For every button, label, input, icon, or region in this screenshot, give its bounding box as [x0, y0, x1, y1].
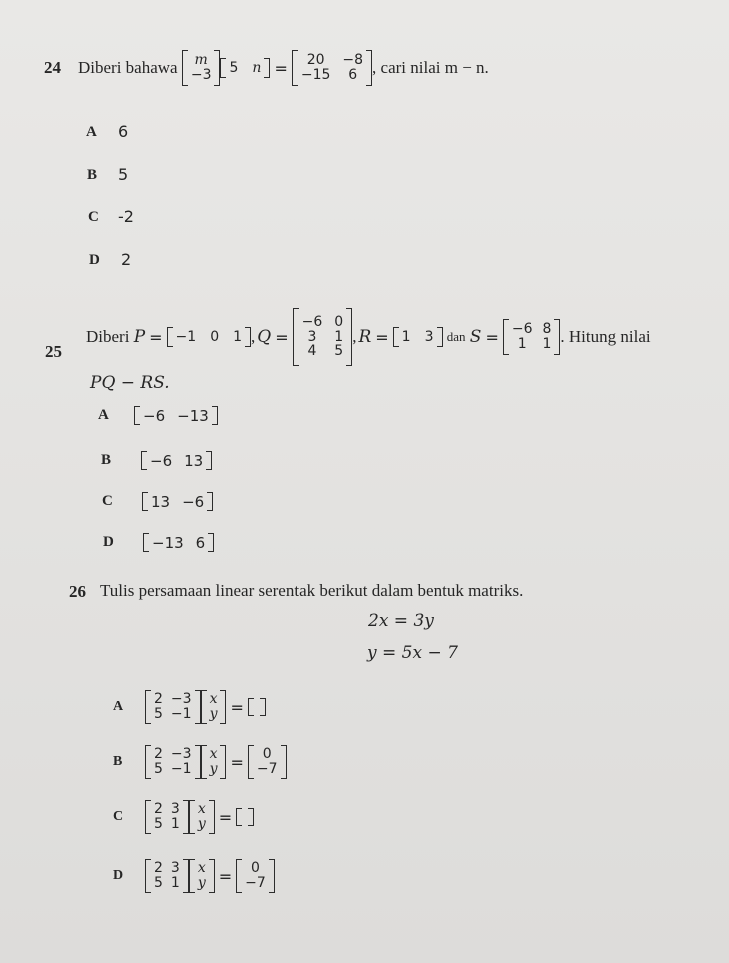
- result-matrix: 20 −8 −15 6: [292, 50, 372, 86]
- option-a[interactable]: A −6 −13: [98, 406, 218, 425]
- question-stem: Diberi P = −1 0 1 , Q = −6 0 3 1 4 5 , R = 1 3 dan S = −6 8 1 1 . Hitung nilai: [86, 306, 651, 368]
- option-a[interactable]: A 2 −3 5 −1 x y =: [113, 690, 266, 724]
- stem-prefix: Diberi bahawa: [78, 58, 178, 77]
- question-stem: Tulis persamaan linear serentak berikut dalam bentuk matriks.: [100, 581, 524, 600]
- question-number: 25: [45, 342, 62, 361]
- row-vector: 5 n: [220, 58, 270, 78]
- option-d[interactable]: D 2 3 5 1 x y = 0 −7: [113, 859, 275, 893]
- option-b[interactable]: B 2 −3 5 −1 x y = 0 −7: [113, 745, 287, 779]
- equation-1: 2x = 3y: [368, 611, 434, 631]
- matrix-r: 1 3: [393, 327, 443, 347]
- option-c[interactable]: C 2 3 5 1 x y =: [113, 800, 254, 834]
- stem-line-2: PQ − RS.: [90, 373, 170, 393]
- matrix-p: −1 0 1: [167, 327, 251, 347]
- option-b[interactable]: B −6 13: [101, 451, 212, 470]
- option-c[interactable]: C 13 −6: [102, 492, 213, 511]
- equation-2: y = 5x − 7: [367, 643, 458, 663]
- question-number: 26: [69, 582, 86, 601]
- question-stem: Diberi bahawa m −3 5 n = 20 −8 −15 6 , cari nilai m − n.: [78, 46, 489, 90]
- stem-suffix: , cari nilai m − n.: [372, 58, 489, 77]
- matrix-q: −6 0 3 1 4 5: [293, 308, 353, 366]
- matrix-s: −6 8 1 1: [503, 319, 561, 355]
- question-number: 24: [44, 58, 61, 77]
- option-d[interactable]: D −13 6: [103, 533, 214, 552]
- column-vector: m −3: [182, 50, 221, 86]
